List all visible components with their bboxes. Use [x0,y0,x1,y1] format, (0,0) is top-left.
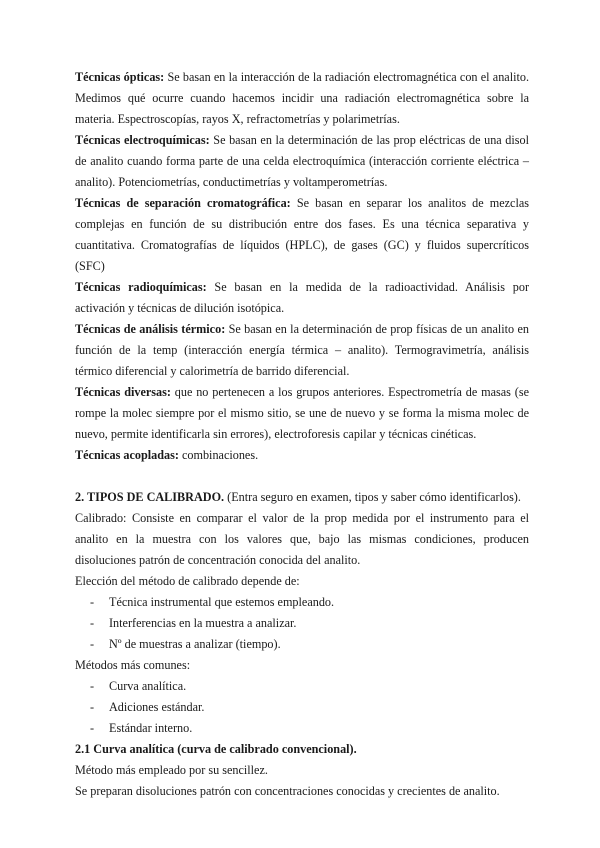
list-item-text: Curva analítica. [109,679,187,693]
section-2-heading [75,487,529,508]
list-item-text: Estándar interno. [109,721,193,735]
bullet-dash: - [90,679,95,693]
term-label: Técnicas de análisis térmico: [75,322,226,336]
section-title-note: (Entra seguro en examen, tipos y saber cómo identificarlos). [224,490,521,504]
term-label: Técnicas radioquímicas: [75,280,207,294]
bullet-dash: - [90,637,95,651]
term-text: Se basan en la determinación de prop físicas de un analito en función de la temp (interacción energía térmica – analito). Termogravimetría, análisis térmico diferencial y calorimetría de barrido diferencial. [75,322,529,378]
list-item [75,676,529,697]
paragraph-diverse [75,382,529,445]
blank-line [75,466,529,487]
list-item [75,718,529,739]
bullet-dash: - [90,721,95,735]
paragraph-radiochemical [75,277,529,319]
document-page [75,67,529,802]
list-item-text: Técnica instrumental que estemos empleando. [109,595,335,609]
term-label: Técnicas electroquímicas: [75,133,210,147]
term-label: Técnicas de separación cromatográfica: [75,196,291,210]
paragraph-optical [75,67,529,130]
methods-list [75,676,529,739]
paragraph-coupled [75,445,529,466]
term-label: Técnicas ópticas: [75,70,165,84]
term-label: Técnicas diversas: [75,385,171,399]
term-text: Se basan en la medida de la radioactividad. Análisis por activación y técnicas de dilución isotópica. [75,280,529,315]
calibration-definition: Calibrado: Consiste en comparar el valor de la prop medida por el instrumento para el analito en la muestra con los valores que, bajo las mismas condiciones, producen disoluciones patrón de concentración conocida del analito. [75,511,529,567]
choice-intro: Elección del método de calibrado depende de: [75,574,300,588]
list-item [75,613,529,634]
paragraph-chromatographic [75,193,529,277]
term-text: Se basan en la interacción de la radiación electromagnética con el analito. Medimos qué ocurre cuando hacemos incidir una radiación electromagnética sobre la materia. Espectroscopías, rayos X, refractometrías y polarimetrías. [75,70,530,126]
list-item-text: Nº de muestras a analizar (tiempo). [109,637,281,651]
bullet-dash: - [90,616,95,630]
term-text: combinaciones. [178,448,259,462]
list-item [75,634,529,655]
list-item-text: Adiciones estándar. [109,700,205,714]
term-text: que no pertenecen a los grupos anteriores. Espectrometría de masas (se rompe la molec siempre por el mismo sitio, se une de nuevo y se forma la misma molec de nuevo, permite identificarla sin errores), electroforesis capilar y técnicas cinéticas. [75,385,529,441]
section-2-1-line-2: Se preparan disoluciones patrón con concentraciones conocidas y crecientes de analito. [75,784,500,798]
term-label: Técnicas acopladas: [75,448,179,462]
list-item [75,697,529,718]
term-text: Se basan en la determinación de las prop eléctricas de una disol de analito cuando forma parte de una celda electroquímica (interacción corriente eléctrica – analito). Potenciometrías, conductimetrías y voltamperometrías. [75,133,529,189]
list-item [75,592,529,613]
paragraph-electrochemical [75,130,529,193]
section-title: 2. TIPOS DE CALIBRADO. [75,490,225,504]
bullet-dash: - [90,595,95,609]
paragraph-thermal [75,319,529,382]
term-text: Se basan en separar los analitos de mezclas complejas en función de su distribución entre dos fases. Es una técnica separativa y cuantitativa. Cromatografías de líquidos (HPLC), de gases (GC) y fluidos supercríticos (SFC) [75,196,529,273]
list-item-text: Interferencias en la muestra a analizar. [109,616,297,630]
choice-list [75,592,529,655]
section-2-1-heading: 2.1 Curva analítica (curva de calibrado convencional). [75,742,357,756]
section-2-1-line-1: Método más empleado por su sencillez. [75,763,268,777]
methods-intro: Métodos más comunes: [75,658,191,672]
bullet-dash: - [90,700,95,714]
